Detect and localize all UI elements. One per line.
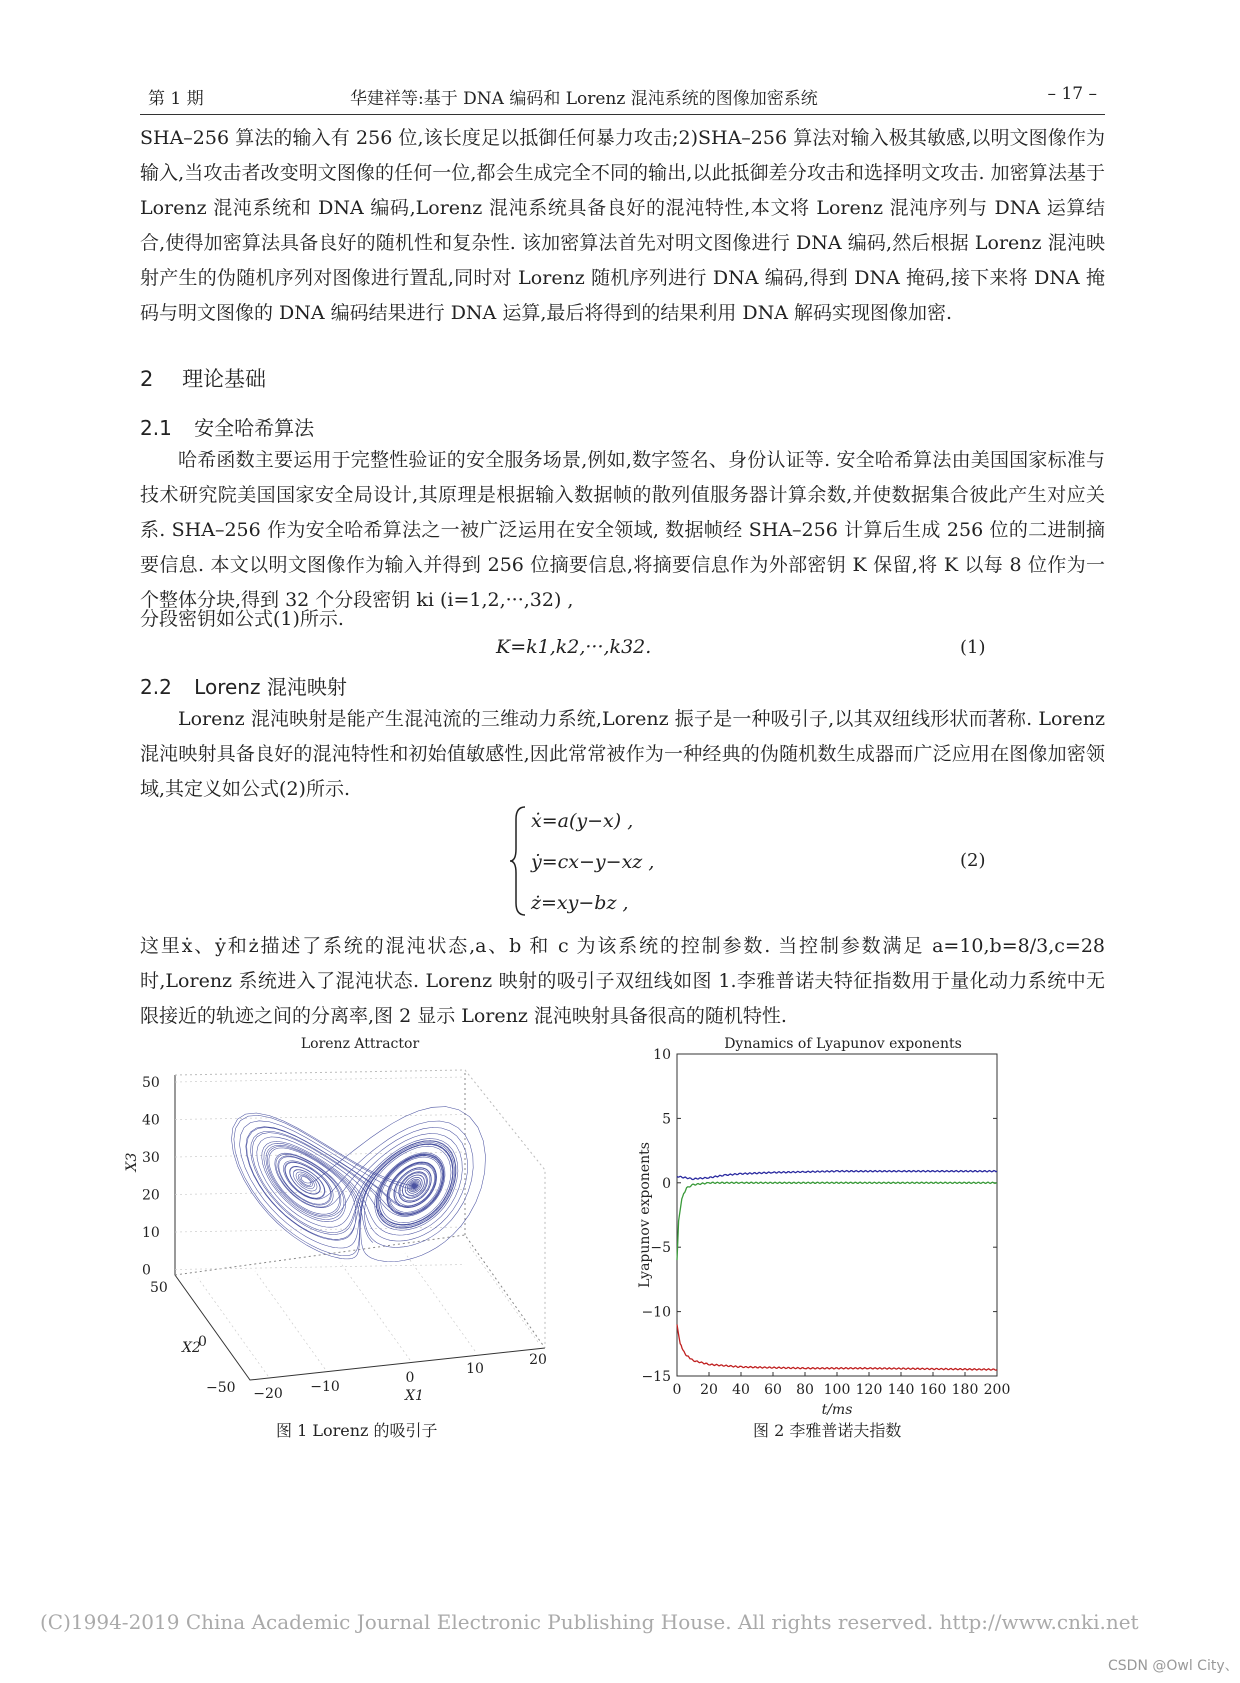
equation-2-number: (2) (960, 850, 986, 871)
x-grid-line (255, 1271, 325, 1369)
section-2-heading (140, 363, 266, 393)
x-tick-label: 180 (951, 1382, 979, 1398)
z-tick-label: 10 (142, 1225, 160, 1241)
axis-label-x3: X3 (124, 1152, 140, 1172)
equation-2-line-1: ẋ=a(y−x) , (531, 810, 634, 832)
section-title: 安全哈希算法 (194, 416, 315, 440)
y-tick-label: −10 (641, 1304, 671, 1321)
y-tick-label: 10 (653, 1047, 671, 1063)
x-tick-label: 200 (983, 1382, 1011, 1398)
y-tick-label: 0 (662, 1175, 671, 1192)
equation-1-number: (1) (960, 637, 986, 658)
figure-1-grid (175, 1077, 538, 1376)
x-axis-label: t/ms (821, 1402, 853, 1418)
lorenz-paragraph: Lorenz 混沌映射是能产生混沌流的三维动力系统,Lorenz 振子是一种吸引子,以其双纽线形状而著称. Lorenz 混沌映射具备良好的混沌特性和初始值敏感性,因此常常被作为一种经典的伪随机数生成器而广泛应用在图像加密领域,其定义如公式(2)所示. (140, 708, 1105, 800)
series-line-λ1 (677, 1171, 997, 1180)
equation-2-brace (508, 805, 528, 917)
figure-2-title: Dynamics of Lyapunov exponents (724, 1036, 962, 1052)
page-header (140, 80, 1105, 115)
axis-label-x2: X2 (182, 1340, 201, 1356)
page-number: – 17 – (1047, 84, 1097, 104)
figure-1-ticks (142, 1075, 547, 1402)
section-number: 2 (140, 367, 154, 391)
x-tick-label: 20 (700, 1382, 718, 1398)
lorenz-trajectory (232, 1107, 486, 1262)
y-tick-label: −15 (641, 1369, 671, 1385)
z-tick-label: 30 (142, 1150, 160, 1166)
x-tick-label: 80 (796, 1382, 814, 1398)
x-tick-label: 100 (823, 1382, 851, 1398)
x-tick-label: 40 (732, 1382, 750, 1398)
hash-paragraph: 哈希函数主要运用于完整性验证的安全服务场景,例如,数字签名、身份认证等. 安全哈希算法由美国国家标准与技术研究院美国国家安全局设计,其原理是根据输入数据帧的散列值服务器计算余数,并使数据集合彼此产生对应关系. SHA–256 作为安全哈希算法之一被广泛运用在安全领域, 数据帧经 SHA–256 计算后生成 256 位的二进制摘要信息. 本文以明文图像作为输入并得到 256 位摘要信息,将摘要信息作为外部密钥 K 保留,将 K 以每 8 位作为一个整体分块,得到 32 个分段密钥 ki (i=1,2,···,32) , (140, 449, 1105, 611)
equation-2-line-3: ż=xy−bz , (531, 892, 629, 914)
x-grid-line (340, 1262, 410, 1360)
figure-2-lyapunov (635, 1030, 1020, 1420)
section-2-1-heading (140, 412, 314, 441)
axis-label-x1: X1 (405, 1388, 424, 1404)
after-paragraph: 这里ẋ、ẏ和ż描述了系统的混沌状态,a、b 和 c 为该系统的控制参数. 当控制参数满足 a=10,b=8/3,c=28时,Lorenz 系统进入了混沌状态. Lorenz 映射的吸引子双纽线如图 1.李雅普诺夫特征指数用于量化动力系统中无限接近的轨迹之间的分离率,图 2 显示 Lorenz 混沌映射具备很高的随机特性. (140, 935, 1105, 1027)
x-tick-label: 120 (855, 1382, 883, 1398)
csdn-watermark: CSDN @Owl City、 (1108, 1658, 1239, 1674)
z-grid-line (175, 1227, 465, 1232)
x-grid-line (468, 1244, 538, 1342)
z-tick-label: 40 (142, 1112, 160, 1129)
running-title: 华建祥等:基于 DNA 编码和 Lorenz 混沌系统的图像加密系统 (350, 89, 818, 109)
y-tick-label: −50 (206, 1380, 236, 1396)
z-tick-label: 50 (142, 1075, 160, 1091)
y-axis-label: Lyapunov exponents (637, 1142, 653, 1288)
x-tick-label: −20 (253, 1386, 283, 1402)
x-tick-label: 10 (466, 1361, 484, 1377)
figure-1-lorenz-attractor (120, 1030, 590, 1415)
figure-1-title: Lorenz Attractor (300, 1036, 420, 1052)
section-number: 2.1 (140, 416, 172, 440)
section-title: Lorenz 混沌映射 (194, 675, 347, 699)
x-tick-label: 0 (672, 1382, 682, 1398)
equation-2-line-2: ẏ=cx−y−xz , (531, 851, 655, 873)
figure-1-caption: 图 1 Lorenz 的吸引子 (276, 1421, 438, 1440)
section-2-2-heading (140, 671, 347, 700)
hash-paragraph-end: 分段密钥如公式(1)所示. (140, 608, 344, 630)
x-tick-label: 60 (764, 1382, 782, 1398)
x-tick-label: 20 (529, 1352, 547, 1368)
x-tick-label: 140 (887, 1382, 915, 1398)
figure-2-caption: 图 2 李雅普诺夫指数 (753, 1421, 902, 1440)
z-grid-line (175, 1265, 465, 1270)
section-number: 2.2 (140, 675, 172, 699)
x-tick-label: 160 (919, 1382, 947, 1398)
issue-label: 第 1 期 (148, 89, 204, 109)
equation-1: K=k1,k2,···,k32. (496, 636, 652, 658)
z-grid-line (175, 1077, 465, 1082)
x-tick-label: 0 (405, 1370, 415, 1386)
y-tick-label: 0 (198, 1334, 207, 1350)
z-tick-label: 20 (142, 1187, 160, 1204)
figure-2-ticks (641, 1047, 1010, 1398)
z-grid-line (175, 1115, 465, 1120)
section-title: 理论基础 (182, 367, 267, 391)
intro-paragraph: SHA–256 算法的输入有 256 位,该长度足以抵御任何暴力攻击;2)SHA–256 算法对输入极其敏感,以明文图像作为输入,当攻击者改变明文图像的任何一位,都会生成完全不同的输出,以此抵御差分攻击和选择明文攻击. 加密算法基于 Lorenz 混沌系统和 DNA 编码,Lorenz 混沌系统具备良好的混沌特性,本文将 Lorenz 混沌序列与 DNA 运算结合,使得加密算法具备良好的随机性和复杂性. 该加密算法首先对明文图像进行 DNA 编码,然后根据 Lorenz 混沌映射产生的伪随机序列对图像进行置乱,同时对 Lorenz 随机序列进行 DNA 编码,得到 DNA 掩码,接下来将 DNA 掩码与明文图像的 DNA 编码结果进行 DNA 运算,最后将得到的结果利用 DNA 解码实现图像加密. (140, 127, 1105, 324)
x-grid-line (405, 1253, 475, 1351)
figure-2-series (677, 1171, 997, 1371)
y-tick-label: 50 (150, 1280, 168, 1296)
figure-2-plot-area (677, 1054, 997, 1376)
x-grid-line (198, 1278, 268, 1376)
series-line-λ3 (677, 1325, 997, 1371)
y-tick-label: −5 (650, 1240, 671, 1257)
x-tick-label: −10 (310, 1379, 340, 1395)
y-tick-label: 5 (662, 1111, 671, 1128)
series-line-λ2 (677, 1182, 997, 1260)
z-tick-label: 0 (142, 1262, 151, 1279)
copyright-footer: (C)1994-2019 China Academic Journal Electronic Publishing House. All rights reserved. http://www.cnki.net (40, 1610, 1139, 1634)
